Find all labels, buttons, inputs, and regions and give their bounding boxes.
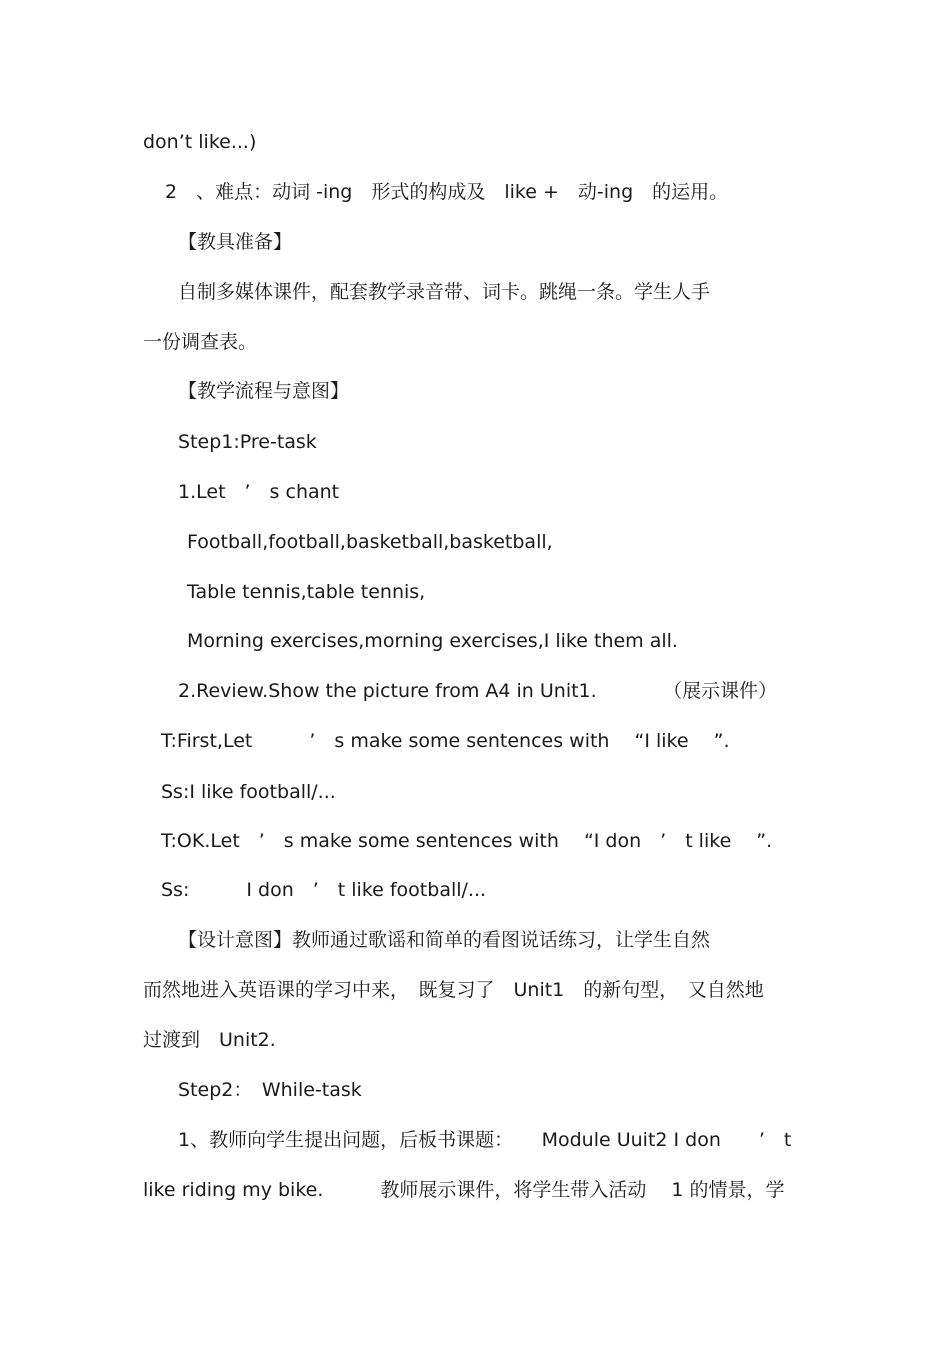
text-line: 一份调查表。 xyxy=(143,331,258,353)
dialogue-line: T:OK.Let ’ s make some sentences with “I don ’ t like ”. xyxy=(161,830,773,852)
text-line: 自制多媒体课件，配套教学录音带、词卡。跳绳一条。学生人手 xyxy=(178,281,711,303)
dialogue-line: T:First,Let ’ s make some sentences with “I like ”. xyxy=(161,730,730,752)
text-line: 2 、难点：动词 -ing 形式的构成及 like + 动-ing 的运用。 xyxy=(165,181,729,203)
chant-line: Football,football,basketball,basketball, xyxy=(187,531,553,553)
text-line: 2.Review.Show the picture from A4 in Unit1. （展示课件） xyxy=(178,680,778,702)
text-line: 【设计意图】教师通过歌谣和简单的看图说话练习，让学生自然 xyxy=(178,929,711,951)
chant-line: Table tennis,table tennis, xyxy=(187,581,426,603)
step-heading: Step2： While-task xyxy=(178,1079,362,1101)
chant-line: Morning exercises,morning exercises,I like them all. xyxy=(187,630,678,652)
dialogue-line: Ss: I don ’ t like football/... xyxy=(161,879,487,901)
text-line: 1、教师向学生提出问题，后板书课题： Module Uuit2 I don ’ t xyxy=(178,1129,792,1151)
text-line: like riding my bike. 教师展示课件，将学生带入活动 1 的情景，学 xyxy=(143,1179,785,1201)
text-line: 而然地进入英语课的学习中来， 既复习了 Unit1 的新句型， 又自然地 xyxy=(143,979,764,1001)
dialogue-line: Ss:I like football/... xyxy=(161,781,336,803)
text-line: 1.Let ’ s chant xyxy=(178,481,340,503)
section-heading: 【教学流程与意图】 xyxy=(178,380,350,402)
text-line: 过渡到 Unit2. xyxy=(143,1029,276,1051)
step-heading: Step1:Pre-task xyxy=(178,431,317,453)
section-heading: 【教具准备】 xyxy=(178,231,293,253)
text-line: don’t like...) xyxy=(143,131,257,153)
